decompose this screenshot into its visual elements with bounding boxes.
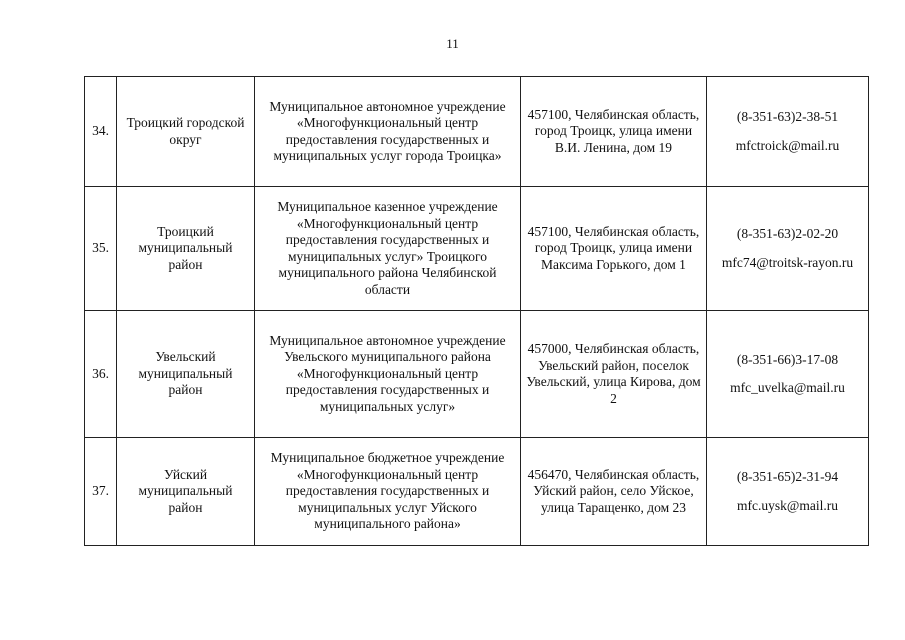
row-number-cell: 37.	[85, 438, 117, 546]
district-cell: Троицкий городской округ	[117, 77, 255, 187]
address-cell: 456470, Челябинская область, Уйский район, село Уйское, улица Таращенко, дом 23	[521, 438, 707, 546]
address-cell: 457000, Челябинская область, Увельский район, поселок Увельский, улица Кирова, дом 2	[521, 311, 707, 438]
address-cell: 457100, Челябинская область, город Троицк, улица имени В.И. Ленина, дом 19	[521, 77, 707, 187]
organization-cell: Муниципальное автономное учреждение Увельского муниципального района «Многофункциональный центр предоставления государственных и муниципальных услуг»	[255, 311, 521, 438]
phone-number: (8-351-63)2-02-20	[736, 226, 839, 241]
row-number-cell: 36.	[85, 311, 117, 438]
contacts-cell	[707, 77, 869, 187]
table-row	[85, 77, 869, 187]
address-cell: 457100, Челябинская область, город Троицк, улица имени Максима Горького, дом 1	[521, 187, 707, 311]
contacts-cell	[707, 438, 869, 546]
table-row	[85, 187, 869, 311]
email-address: mfctroick@mail.ru	[735, 137, 840, 153]
district-cell: Троицкий муниципальный район	[117, 187, 255, 311]
email-address: mfc74@troitsk-rayon.ru	[721, 254, 854, 270]
row-number-cell: 34.	[85, 77, 117, 187]
email-address: mfc_uvelka@mail.ru	[730, 380, 845, 395]
email-address: mfc.uysk@mail.ru	[737, 497, 838, 513]
phone-number: (8-351-66)3-17-08	[736, 351, 839, 367]
organization-cell: Муниципальное казенное учреждение «Многофункциональный центр предоставления государственных и муниципальных услуг» Троицкого муниципального района Челябинской области	[255, 187, 521, 311]
organization-cell: Муниципальное бюджетное учреждение «Многофункциональный центр предоставления государственных и муниципальных услуг Уйского муниципального района»	[255, 438, 521, 546]
contacts-cell	[707, 187, 869, 311]
row-number-cell: 35.	[85, 187, 117, 311]
contacts-cell	[707, 311, 869, 438]
phone-number: (8-351-63)2-38-51	[736, 109, 839, 124]
district-cell: Увельский муниципальный район	[117, 311, 255, 438]
table-row	[85, 311, 869, 438]
mfc-registry-table	[84, 76, 869, 546]
phone-number: (8-351-65)2-31-94	[736, 469, 839, 484]
table-row	[85, 438, 869, 546]
district-cell: Уйский муниципальный район	[117, 438, 255, 546]
page-number: 11	[446, 36, 459, 51]
organization-cell: Муниципальное автономное учреждение «Многофункциональный центр предоставления государственных и муниципальных услуг города Троицка»	[255, 77, 521, 187]
